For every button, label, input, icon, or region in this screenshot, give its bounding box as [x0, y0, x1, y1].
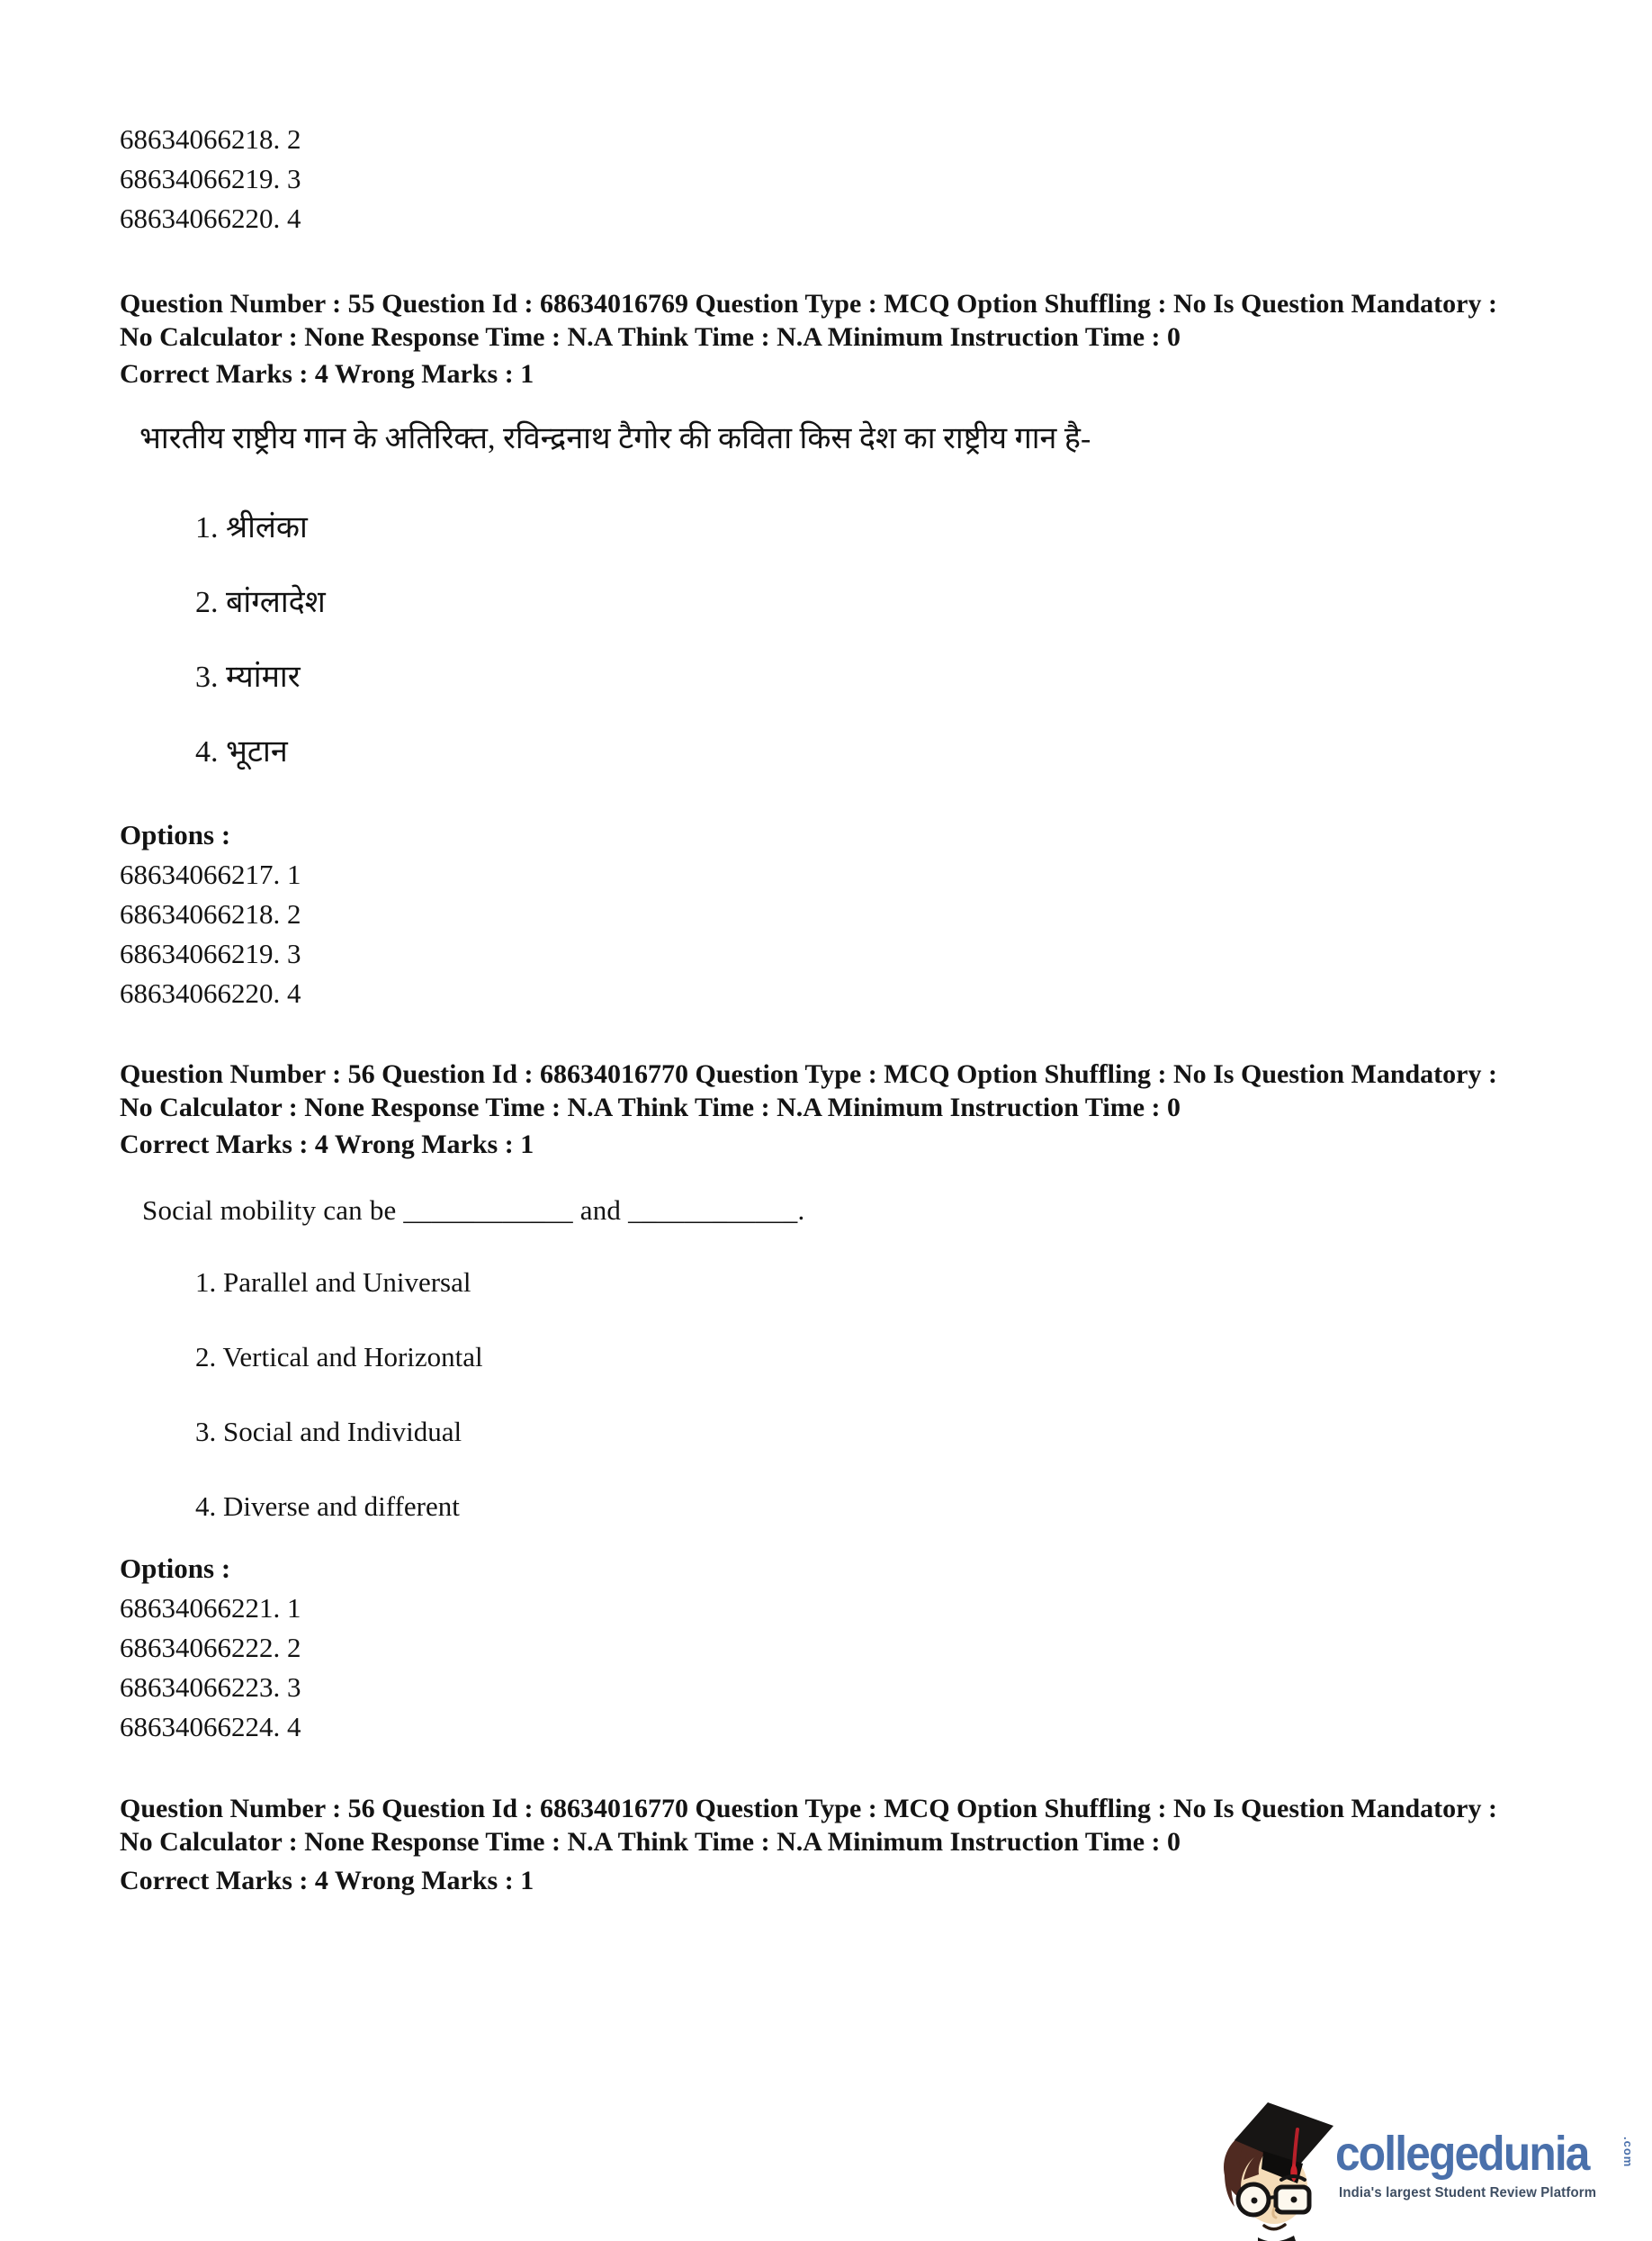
- question-marks-line: Correct Marks : 4 Wrong Marks : 1: [120, 1866, 534, 1895]
- choice-item: 4. भूटान: [195, 735, 288, 769]
- logo-tagline: India's largest Student Review Platform: [1339, 2185, 1597, 2200]
- question-meta-line: No Calculator : None Response Time : N.A Think Time : N.A Minimum Instruction Time : 0: [120, 1827, 1181, 1857]
- option-id-line: 68634066221. 1: [120, 1592, 301, 1624]
- choice-item: 1. श्रीलंका: [195, 511, 308, 544]
- option-id-line: 68634066222. 2: [120, 1632, 301, 1663]
- option-id-line: 68634066218. 2: [120, 898, 301, 930]
- question-meta-line: No Calculator : None Response Time : N.A Think Time : N.A Minimum Instruction Time : 0: [120, 322, 1181, 352]
- choice-item: 3. म्यांमार: [195, 661, 301, 694]
- question-55-text: भारतीय राष्ट्रीय गान के अतिरिक्त, रविन्द्रनाथ टैगोर की कविता किस देश का राष्ट्रीय गान है-: [139, 422, 1091, 455]
- question-55-choices: [195, 509, 326, 808]
- choice-item: 3. Social and Individual: [195, 1416, 462, 1447]
- question-meta-line: Question Number : 56 Question Id : 68634016770 Question Type : MCQ Option Shuffling : No Is Question Mandatory :: [120, 1794, 1497, 1823]
- question-marks-line: Correct Marks : 4 Wrong Marks : 1: [120, 1130, 534, 1159]
- option-id-line: 68634066223. 3: [120, 1671, 301, 1703]
- question-meta-line: Question Number : 56 Question Id : 68634016770 Question Type : MCQ Option Shuffling : No Is Question Mandatory :: [120, 1059, 1497, 1089]
- carryover-option-id-list: [120, 120, 301, 238]
- question-56-metadata: [120, 1058, 1613, 1161]
- question-marks-line: Correct Marks : 4 Wrong Marks : 1: [120, 359, 534, 389]
- options-label: Options :: [120, 819, 231, 850]
- choice-item: 1. Parallel and Universal: [195, 1266, 471, 1298]
- logo-wordmark: collegedunia: [1335, 2127, 1589, 2181]
- option-id-line: 68634066218. 2: [120, 123, 301, 155]
- collegedunia-mascot-icon: [1217, 2086, 1335, 2241]
- question-56-options-block: [120, 1548, 301, 1747]
- question-meta-line: No Calculator : None Response Time : N.A Think Time : N.A Minimum Instruction Time : 0: [120, 1093, 1181, 1122]
- option-id-line: 68634066220. 4: [120, 977, 301, 1009]
- choice-item: 2. Vertical and Horizontal: [195, 1341, 483, 1372]
- option-id-line: 68634066219. 3: [120, 938, 301, 969]
- option-id-line: 68634066224. 4: [120, 1711, 301, 1742]
- options-label: Options :: [120, 1552, 231, 1584]
- question-56-repeat-metadata: [120, 1792, 1613, 1897]
- question-55-options-block: [120, 814, 301, 1013]
- logo-tld: .com: [1621, 2137, 1635, 2168]
- option-id-line: 68634066217. 1: [120, 859, 301, 890]
- question-meta-line: Question Number : 55 Question Id : 68634016769 Question Type : MCQ Option Shuffling : No Is Question Mandatory :: [120, 289, 1497, 319]
- choice-item: 2. बांग्लादेश: [195, 586, 326, 619]
- question-55-metadata: [120, 287, 1613, 391]
- option-id-line: 68634066220. 4: [120, 202, 301, 234]
- question-56-choices: [195, 1264, 483, 1563]
- question-56-text: Social mobility can be ____________ and ____________.: [142, 1194, 805, 1226]
- choice-item: 4. Diverse and different: [195, 1490, 460, 1522]
- option-id-line: 68634066219. 3: [120, 163, 301, 194]
